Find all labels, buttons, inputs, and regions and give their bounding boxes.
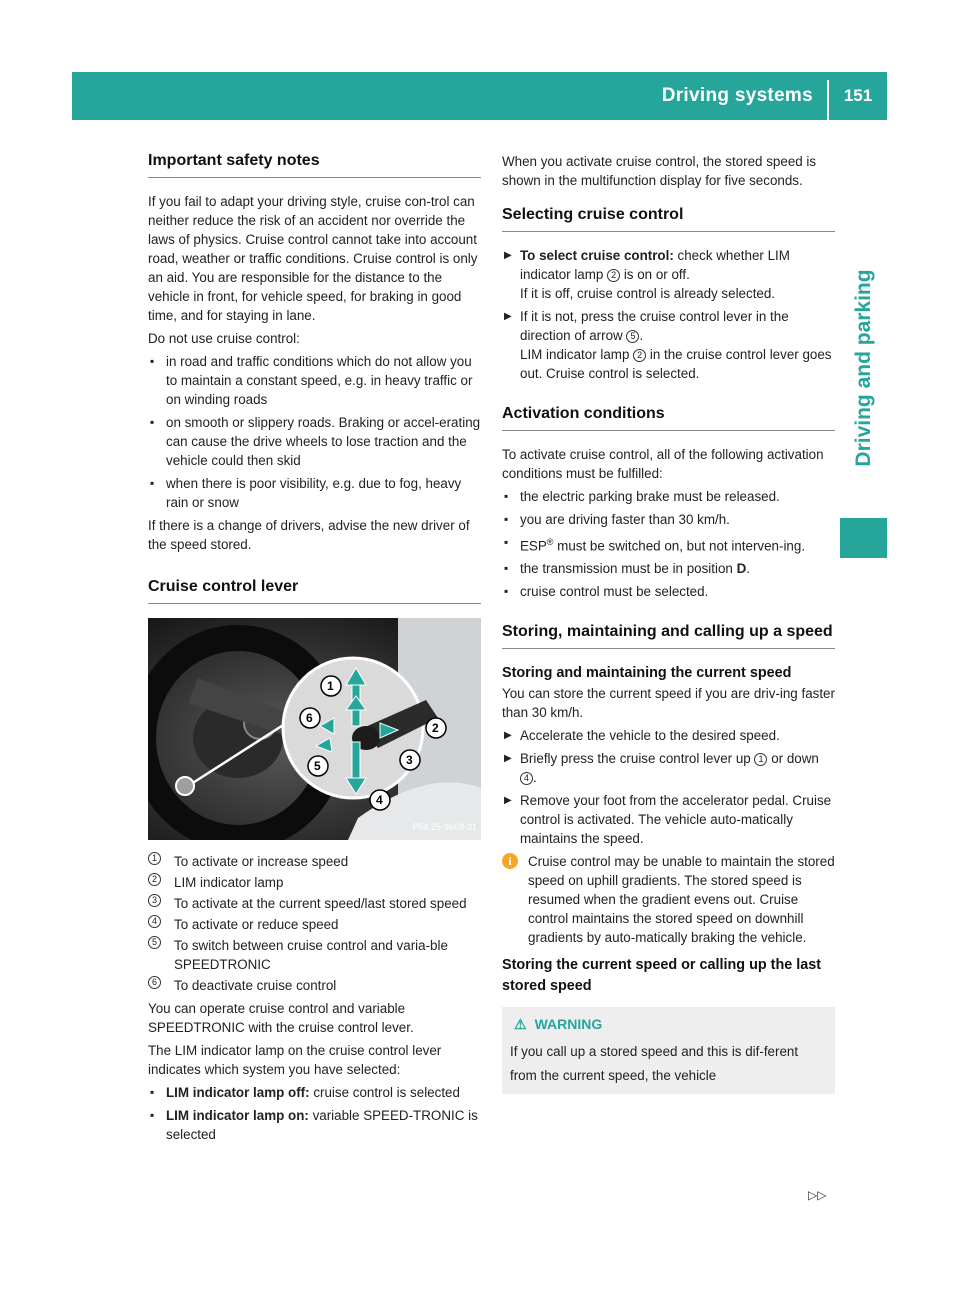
callout-2: 2	[432, 721, 439, 735]
activate-paragraph: When you activate cruise control, the stored speed is shown in the multifunction display for five seconds.	[502, 154, 817, 188]
warning-text: If you call up a stored speed and this is dif-ferent from the current speed, the vehicle	[510, 1044, 799, 1084]
legend-item-1: 1 To activate or increase speed	[148, 852, 481, 871]
info-icon: i	[502, 853, 518, 869]
figure-code: P54.25-9668-31	[412, 822, 477, 832]
change-drivers-text: If there is a change of drivers, advise the new driver of the speed stored.	[148, 518, 470, 552]
cruise-lever-illustration	[148, 618, 481, 840]
legend-item-4: 4 To activate or reduce speed	[148, 915, 481, 934]
legend-item-5: 5 To switch between cruise control and varia-ble SPEEDTRONIC	[148, 936, 481, 974]
lever-heading: Cruise control lever	[148, 576, 481, 604]
safety-heading: Important safety notes	[148, 150, 481, 178]
transmission-item: ▪ the transmission must be in position D.	[502, 559, 835, 578]
left-column	[148, 150, 481, 1148]
operate-paragraph: You can operate cruise control and variable SPEEDTRONIC with the cruise control lever.	[148, 1001, 414, 1035]
activation-heading: Activation conditions	[502, 403, 835, 431]
select-step-2: ▶ If it is not, press the cruise control lever in the direction of arrow 5 . LIM indicator lamp 2 in the cruise control lever goes out. Cruise control is selected.	[502, 307, 835, 383]
select-heading: Selecting cruise control	[502, 204, 835, 232]
continue-marker: ▷▷	[808, 1188, 827, 1202]
warning-triangle-icon: ⚠	[514, 1016, 527, 1033]
right-column	[502, 152, 835, 1094]
storing-subheading: Storing and maintaining the current speed	[502, 665, 792, 682]
list-item: ▪ you are driving faster than 30 km/h.	[502, 510, 835, 529]
storing-heading: Storing, maintaining and calling up a speed	[502, 621, 835, 649]
section-title: Driving systems	[661, 85, 813, 106]
select-step-1: ▶ To select cruise control: check whether LIM indicator lamp 2 is on or off. If it is off, cruise control is already selected.	[502, 246, 835, 303]
page-number: 151	[843, 86, 873, 105]
cruise-lever-figure	[148, 618, 481, 840]
storing-paragraph: You can store the current speed if you are driv-ing faster than 30 km/h.	[502, 686, 835, 721]
side-tab-marker	[840, 518, 887, 558]
list-item: ▪ on smooth or slippery roads. Braking or accel-erating can cause the drive wheels to lose traction and the vehicle could then skid	[148, 413, 481, 470]
legend-item-2: 2 LIM indicator lamp	[148, 873, 481, 892]
callout-3: 3	[406, 753, 413, 767]
list-item: ▪ the electric parking brake must be released.	[502, 487, 835, 506]
info-note: i Cruise control may be unable to maintain the stored speed on uphill gradients. The stored speed is resumed when the gradient evens out. Cruise control maintains the stored speed on downhill gradients by auto-matically braking the vehicle.	[502, 852, 835, 947]
lim-on-item: ▪ LIM indicator lamp on: variable SPEED-TRONIC is selected	[148, 1106, 481, 1144]
header-bar	[72, 72, 887, 120]
callout-5: 5	[314, 759, 321, 773]
list-item: ▪ when there is poor visibility, e.g. due to fog, heavy rain or snow	[148, 474, 481, 512]
lim-off-item: ▪ LIM indicator lamp off: cruise control is selected	[148, 1083, 481, 1102]
safety-paragraph: If you fail to adapt your driving style, cruise con-trol can neither reduce the risk of an accident nor override the laws of physics. Cruise control cannot take into account road, weather or traffic conditions. Cruise control is only an aid. You are responsible for the distance to the vehicle in front, for vehicle speed, for braking in good time, and for staying in lane.	[148, 194, 478, 323]
callout-1: 1	[327, 679, 334, 693]
list-item: ▪ cruise control must be selected.	[502, 582, 835, 601]
side-tab-label-wrap	[846, 248, 882, 488]
storing-step-2: ▶ Briefly press the cruise control lever up 1 or down 4 .	[502, 749, 835, 787]
storing-subheading-2: Storing the current speed or calling up the last stored speed	[502, 957, 822, 995]
storing-step-1: ▶ Accelerate the vehicle to the desired speed.	[502, 726, 835, 745]
warning-title: ⚠ WARNING	[514, 1016, 603, 1033]
esp-item: ▪ ESP® must be switched on, but not interven-ing.	[502, 533, 835, 555]
side-tab-label: Driving and parking	[852, 269, 875, 467]
callout-4: 4	[376, 793, 383, 807]
legend-item-6: 6 To deactivate cruise control	[148, 976, 481, 995]
activation-paragraph: To activate cruise control, all of the following activation conditions must be fulfilled:	[502, 447, 824, 481]
warning-box	[502, 1007, 835, 1094]
list-item: ▪ in road and traffic conditions which do not allow you to maintain a constant speed, e.g. in heavy traffic or on winding roads	[148, 352, 481, 409]
do-not-use-text: Do not use cruise control:	[148, 331, 300, 346]
lim-paragraph: The LIM indicator lamp on the cruise control lever indicates which system you have selected:	[148, 1043, 442, 1077]
legend-item-3: 3 To activate at the current speed/last stored speed	[148, 894, 481, 913]
callout-6: 6	[306, 711, 313, 725]
storing-step-3: ▶ Remove your foot from the accelerator pedal. Cruise control is activated. The vehicle auto-matically maintains the speed.	[502, 791, 835, 848]
